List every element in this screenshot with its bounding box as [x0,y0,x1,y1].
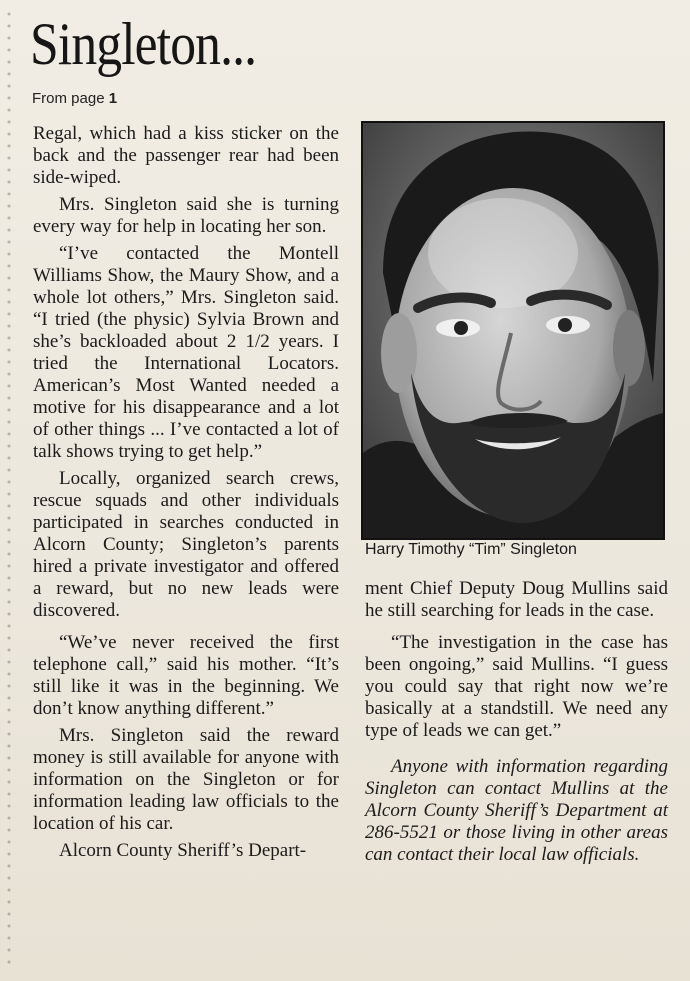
from-page-number: 1 [108,90,118,107]
right-paragraph-1: ment Chief Deputy Doug Mullins said he still searching for leads in the case. [365,578,668,621]
left-paragraph-3: “I’ve contacted the Montell Williams Show, the Maury Show, and a whole lot others,” Mrs. Singleton said. “I tried (the physic) Sylvia Brown and she’s backloaded about 2 1/2 years. I tried the International Locators. American’s Most Wanted needed a motive for his disappearance and a lot of other things ... I’ve contacted a lot of talk shows trying to get help.” [33,243,339,462]
perforated-edge [4,8,14,968]
left-paragraph-5: “We’ve never received the first telephone call,” said his mother. “It’s still like it was in the beginning. We don’t know anything different.” [33,632,339,719]
from-page-label: From page [32,90,105,107]
left-paragraph-4: Locally, organized search crews, rescue squads and other individuals participated in searches conducted in Alcorn County; Singleton’s parents hired a private investigator and offered a reward, but no new leads were discovered. [33,468,339,621]
photo-caption: Harry Timothy “Tim” Singleton [365,541,577,558]
contact-paragraph: Anyone with information regarding Singleton can contact Mullins at the Alcorn County Sheriff’s Department at 286-5521 or those living in other areas can contact their local law officials. [365,756,668,865]
right-paragraph-2: “The investigation in the case has been ongoing,” said Mullins. “I guess you could say that right now we’re basically at a standstill. We need any type of leads we can get.” [365,632,668,741]
left-paragraph-2: Mrs. Singleton said she is turning every way for help in locating her son. [33,194,339,237]
headline: Singleton... [30,11,257,77]
left-column [33,123,339,867]
left-paragraph-1: Regal, which had a kiss sticker on the back and the passenger rear had been side-wiped. [33,123,339,188]
portrait-photo [361,121,665,540]
right-column [365,578,668,871]
left-paragraph-6: Mrs. Singleton said the reward money is still available for anyone with information on the Singleton or for information leading law officials to the location of his car. [33,725,339,834]
portrait-illustration [363,123,663,538]
from-page-line [32,90,117,107]
left-paragraph-7: Alcorn County Sheriff’s Depart- [59,840,307,861]
